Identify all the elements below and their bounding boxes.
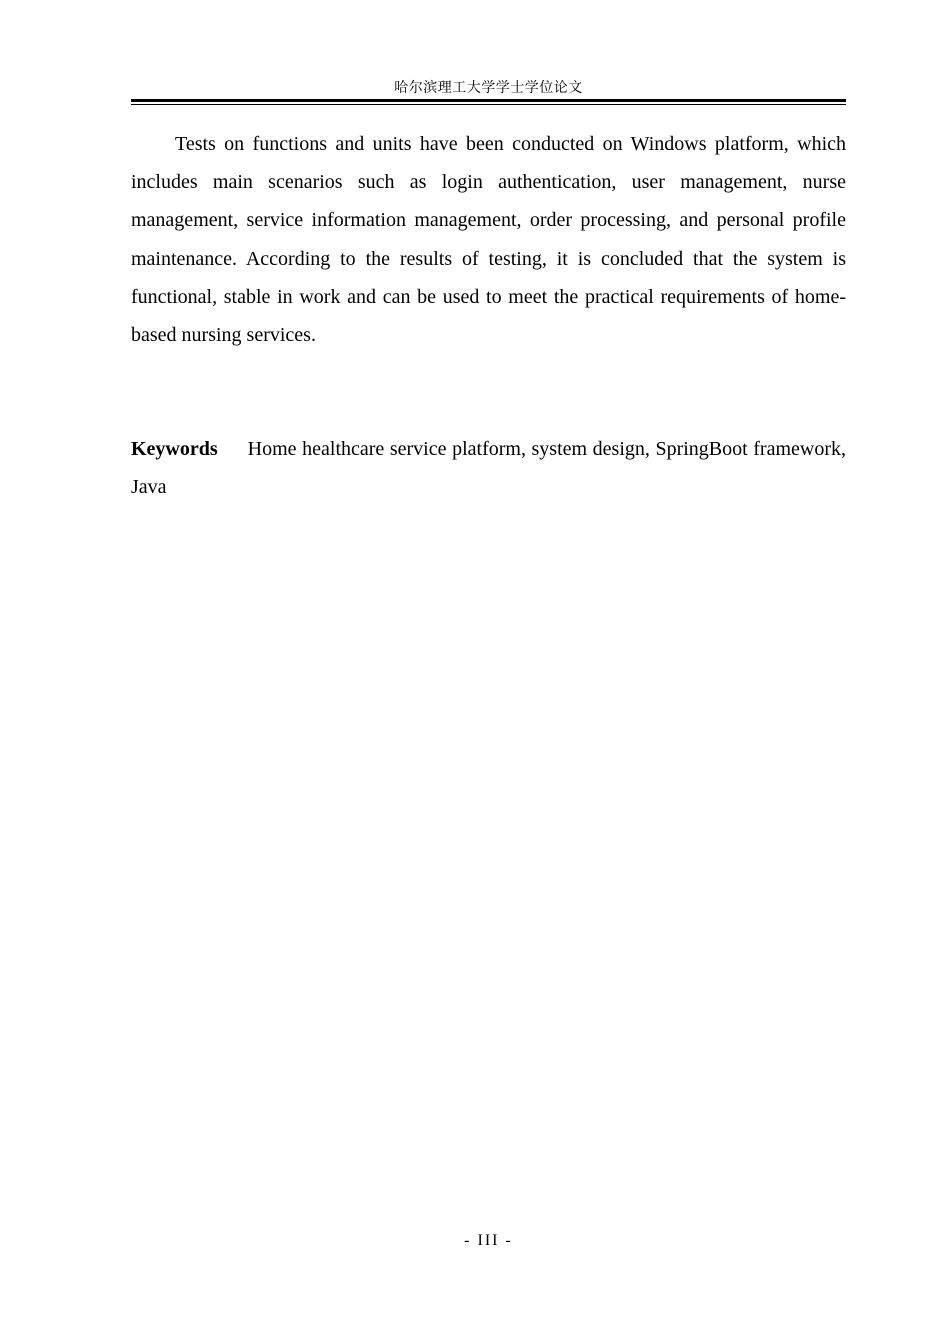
page-header-title: 哈尔滨理工大学学士学位论文	[394, 80, 583, 96]
keywords-text: Home healthcare service platform, system design, SpringBoot framework, Java	[131, 438, 846, 499]
abstract-paragraph: Tests on functions and units have been conducted on Windows platform, which includes main scenarios such as login authentication, user management, nurse management, service information management, order processing, and personal profile maintenance. According to the results of testing, it is concluded that the system is functional, stable in work and can be used to meet the practical requirements of home-based nursing services.	[131, 133, 846, 347]
keywords-label: Keywords	[131, 438, 218, 460]
keywords-paragraph	[131, 430, 846, 506]
header-rule-thin	[131, 104, 846, 105]
header-rule-thick	[131, 99, 846, 102]
page-number: - III -	[464, 1232, 513, 1249]
